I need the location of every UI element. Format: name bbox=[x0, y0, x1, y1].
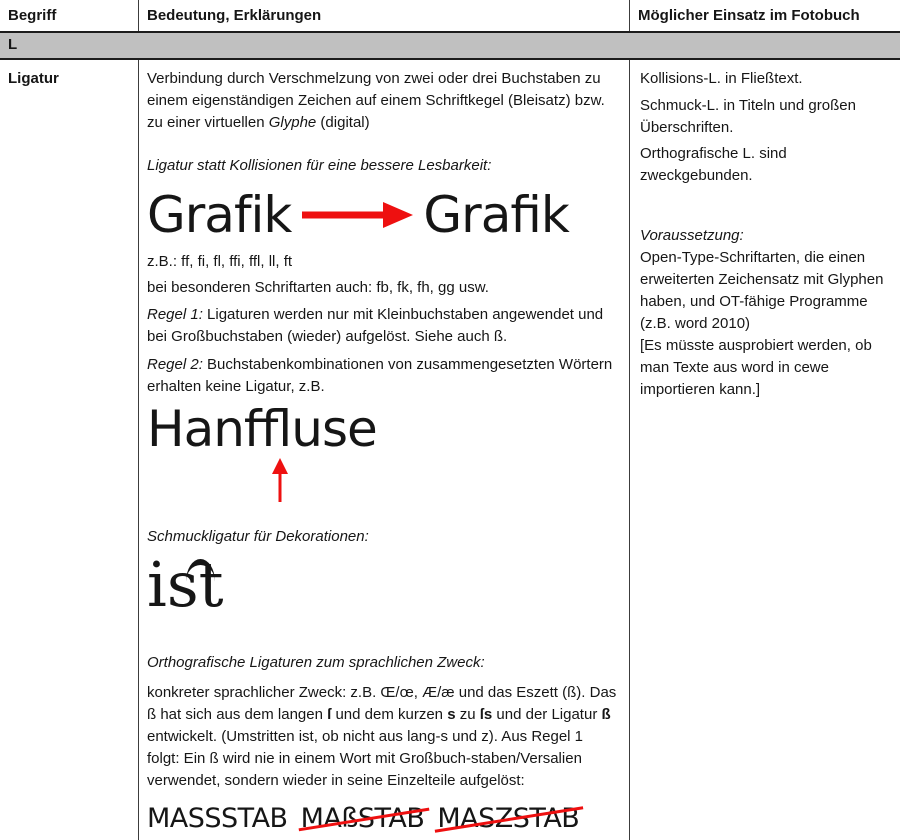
term-cell bbox=[0, 60, 139, 840]
section-band-L bbox=[0, 31, 900, 60]
eszett-long-s: ſ bbox=[327, 706, 332, 723]
rule2-paragraph bbox=[147, 354, 619, 398]
intro-paragraph bbox=[147, 68, 619, 134]
hanffluse-example: Hanﬄuse bbox=[147, 400, 377, 458]
decor-caption: Schmuckligatur für Dekorationen: bbox=[147, 528, 369, 545]
grafik-with-ligature: Graﬁk bbox=[423, 186, 569, 244]
special-fonts-line: bei besonderen Schriftarten auch: fb, fk, fh, gg usw. bbox=[147, 279, 489, 296]
grafik-without-ligature: Grafik bbox=[147, 186, 292, 244]
rule2-label: Regel 2: bbox=[147, 356, 203, 373]
column-header-begriff-label: Begriff bbox=[8, 7, 57, 24]
column-header-bedeutung-label: Bedeutung, Erklärungen bbox=[147, 7, 322, 24]
section-letter: L bbox=[8, 36, 18, 53]
eszett-text-5: entwickelt. (Umstritten ist, ob nicht aus lang-s und z). Aus Regel 1 folgt: Ein ß wird nie in einem Wort mit Großbuch-staben/Versalien verwendet, sondern wieder in seine Einzelteile aufgelöst: bbox=[147, 728, 584, 789]
precondition-label: Voraussetzung: bbox=[640, 227, 744, 244]
column-header-einsatz-label: Möglicher Einsatz im Fotobuch bbox=[638, 7, 860, 24]
massstab-wrong-eszett: MAßSTAB bbox=[300, 803, 425, 834]
up-arrow-icon bbox=[269, 458, 291, 504]
usage-cell bbox=[630, 60, 900, 840]
column-header-bedeutung bbox=[139, 0, 630, 31]
hanffluse-arrow-row bbox=[147, 458, 619, 504]
ist-ligature-example bbox=[147, 550, 619, 622]
usage-p2: Schmuck-L. in Titeln und großen Überschriften. bbox=[640, 97, 856, 136]
rule1-text: Ligaturen werden nur mit Kleinbuchstaben angewendet und bei Großbuchstaben (wieder) aufgelöst. Siehe auch ß. bbox=[147, 306, 604, 345]
intro-text-italic: Glyphe bbox=[268, 114, 317, 131]
term-label: Ligatur bbox=[8, 70, 59, 87]
rule1-paragraph bbox=[147, 304, 619, 348]
massstab-wrong-sz: MASZSTAB bbox=[437, 803, 580, 834]
usage-note: [Es müsste ausprobiert werden, ob man Texte aus word in cewe importieren kann.] bbox=[640, 337, 872, 398]
eszett-text-4: und der Ligatur bbox=[492, 706, 602, 723]
massstab-example-row bbox=[147, 802, 619, 836]
ligature-examples-line: z.B.: ff, fi, fl, ffi, ffl, ll, ft bbox=[147, 253, 293, 270]
column-header-einsatz bbox=[630, 0, 900, 31]
rule2-text: Buchstabenkombinationen von zusammengesetzten Wörtern erhalten keine Ligatur, z.B. bbox=[147, 356, 613, 395]
grafik-example-row bbox=[147, 185, 619, 245]
ortho-caption: Orthografische Ligaturen zum sprachlichen Zweck: bbox=[147, 654, 485, 671]
collision-caption: Ligatur statt Kollisionen für eine bessere Lesbarkeit: bbox=[147, 157, 492, 174]
eszett-sz: ß bbox=[601, 706, 611, 723]
eszett-text-1: konkreter sprachlicher Zweck: z.B. Œ/œ, Æ/æ und das Eszett (ß). Das ß hat sich aus dem langen bbox=[147, 684, 617, 723]
eszett-fs: ſs bbox=[479, 706, 493, 723]
usage-p3: Orthografische L. sind zweckgebunden. bbox=[640, 145, 787, 184]
right-arrow-icon bbox=[301, 200, 413, 230]
rule1-label: Regel 1: bbox=[147, 306, 203, 323]
eszett-short-s: s bbox=[447, 706, 456, 723]
explanation-cell bbox=[139, 60, 630, 840]
precondition-text: Open-Type-Schriftarten, die einen erweiterten Zeichensatz mit Glyphen haben, und OT-fähige Programme (z.B. word 2010) bbox=[640, 249, 884, 332]
eszett-text-2: und dem kurzen bbox=[331, 706, 448, 723]
massstab-correct: MASSSTAB bbox=[147, 803, 288, 834]
intro-text-post: (digital) bbox=[316, 114, 370, 131]
usage-p1: Kollisions-L. in Fließtext. bbox=[640, 70, 803, 87]
eszett-text-3: zu bbox=[455, 706, 480, 723]
column-header-begriff bbox=[0, 0, 139, 31]
intro-text-pre: Verbindung durch Verschmelzung von zwei oder drei Buchstaben zu einem eigenständigen Zeichen auf einem Schriftkegel (Bleisatz) bzw. zu einer virtuellen bbox=[147, 70, 605, 131]
eszett-paragraph bbox=[147, 682, 619, 792]
ist-word: ist bbox=[147, 548, 224, 621]
